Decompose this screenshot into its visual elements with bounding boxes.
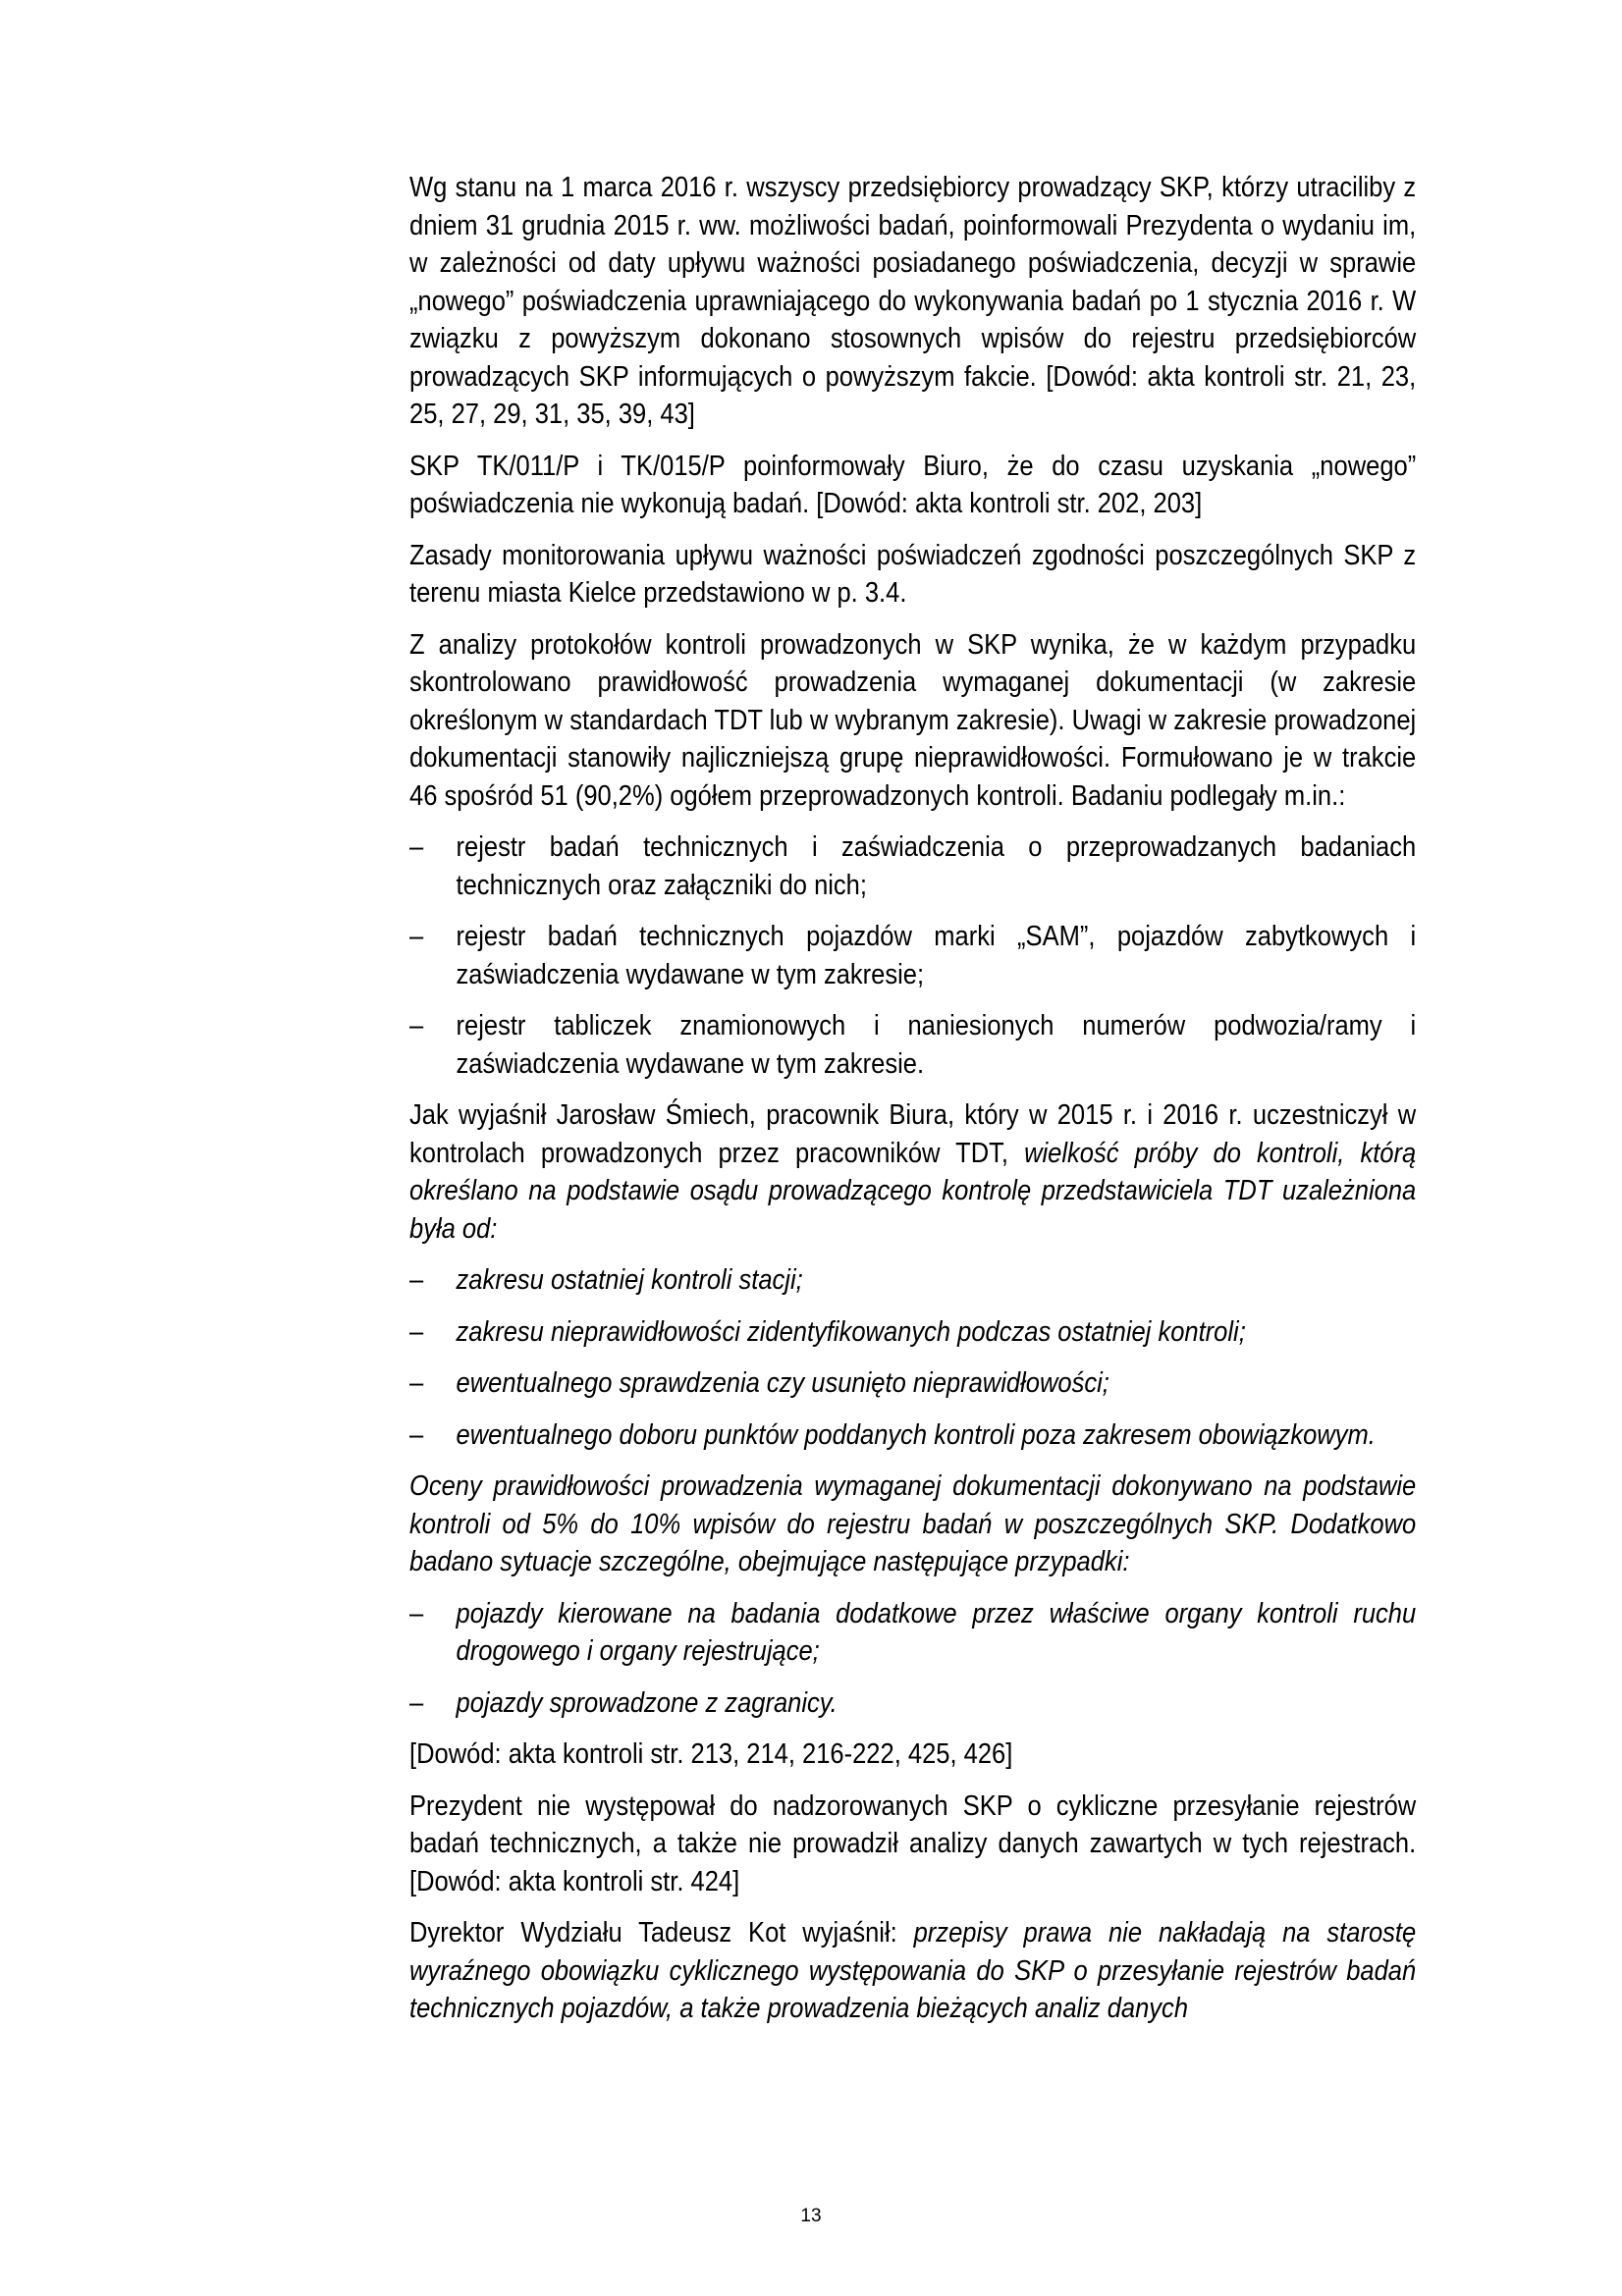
paragraph-3: Zasady monitorowania upływu ważności poświadczeń zgodności poszczególnych SKP z terenu miasta Kielce przedstawiono w p. 3.4.	[409, 539, 1417, 609]
page-number: 13	[800, 2206, 822, 2226]
paragraph-2: SKP TK/011/P i TK/015/P poinformowały Biuro, że do czasu uzyskania „nowego” poświadczenia nie wykonują badań. [Dowód: akta kontroli str. 202, 203]	[409, 450, 1417, 519]
list-sample-factors	[409, 1261, 1416, 1454]
dash-bullet: –	[409, 1597, 424, 1629]
dash-bullet: –	[409, 1315, 424, 1348]
paragraph-4: Z analizy protokołów kontroli prowadzonych w SKP wynika, że w każdym przypadku skontrolowano prawidłowość prowadzenia wymaganej dokumentacji (w zakresie określonym w standardach TDT lub w wybranym zakresie). Uwagi w zakresie prowadzonej dokumentacji stanowiły najliczniejszą grupę nieprawidłowości. Formułowano je w trakcie 46 spośród 51 (90,2%) ogółem przeprowadzonych kontroli. Badaniu podlegały m.in.:	[409, 628, 1417, 812]
document-page	[409, 169, 1416, 2042]
dash-bullet: –	[409, 921, 424, 952]
dash-bullet: –	[409, 1367, 424, 1399]
list-item: – rejestr tabliczek znamionowych i naniesionych numerów podwozia/ramy i zaświadczenia wydawane w tym zakresie.	[409, 1007, 1416, 1083]
paragraph-5: Jak wyjaśnił Jarosław Śmiech, pracownik Biura, który w 2015 r. i 2016 r. uczestniczył w kontrolach prowadzonych przez pracowników TDT, wielkość próby do kontroli, którą określano na podstawie osądu prowadzącego kontrolę przedstawiciela TDT uzależniona była od:	[409, 1099, 1417, 1245]
list-item: – zakresu nieprawidłowości zidentyfikowanych podczas ostatniej kontroli;	[409, 1313, 1416, 1352]
paragraph-1: Wg stanu na 1 marca 2016 r. wszyscy przedsiębiorcy prowadzący SKP, którzy utraciliby z dniem 31 grudnia 2015 r. ww. możliwości badań, poinformowali Prezydenta o wydaniu im, w zależności od daty upływu ważności posiadanego poświadczenia, decyzji w sprawie „nowego” poświadczenia uprawniającego do wykonywania badań po 1 stycznia 2016 r. W związku z powyższym dokonano stosownych wpisów do rejestru przedsiębiorców prowadzących SKP informujących o powyższym fakcie. [Dowód: akta kontroli str. 21, 23, 25, 27, 29, 31, 35, 39, 43]	[409, 172, 1417, 430]
list-item: – ewentualnego doboru punktów poddanych kontroli poza zakresem obowiązkowym.	[409, 1416, 1416, 1455]
paragraph-6: Oceny prawidłowości prowadzenia wymaganej dokumentacji dokonywano na podstawie kontroli od 5% do 10% wpisów do rejestru badań w poszczególnych SKP. Dodatkowo badano sytuacje szczególne, obejmujące następujące przypadki:	[409, 1470, 1417, 1577]
dash-bullet: –	[409, 1264, 424, 1296]
list-item: – pojazdy kierowane na badania dodatkowe przez właściwe organy kontroli ruchu drogowego i organy rejestrujące;	[409, 1595, 1416, 1671]
list-registers	[409, 828, 1416, 1083]
paragraph-8: Prezydent nie występował do nadzorowanych SKP o cykliczne przesyłanie rejestrów badań technicznych, a także nie prowadził analizy danych zawartych w tych rejestrach. [Dowód: akta kontroli str. 424]	[409, 1789, 1417, 1897]
list-item: – rejestr badań technicznych i zaświadczenia o przeprowadzanych badaniach technicznych oraz załączniki do nich;	[409, 828, 1416, 904]
dash-bullet: –	[409, 1686, 424, 1719]
paragraph-9: Dyrektor Wydziału Tadeusz Kot wyjaśnił: przepisy prawa nie nakładają na starostę wyraźnego obowiązku cyklicznego występowania do SKP o przesyłanie rejestrów badań technicznych pojazdów, a także prowadzenia bieżących analiz danych	[409, 1917, 1417, 2024]
list-item: – rejestr badań technicznych pojazdów marki „SAM”, pojazdów zabytkowych i zaświadczenia wydawane w tym zakresie;	[409, 918, 1416, 993]
paragraph-7: [Dowód: akta kontroli str. 213, 214, 216-222, 425, 426]	[409, 1738, 1013, 1770]
list-item: – zakresu ostatniej kontroli stacji;	[409, 1261, 1416, 1300]
dash-bullet: –	[409, 1010, 424, 1041]
dash-bullet: –	[409, 831, 424, 863]
dash-bullet: –	[409, 1418, 424, 1451]
list-special-cases	[409, 1595, 1416, 1723]
list-item: – pojazdy sprowadzone z zagranicy.	[409, 1684, 1416, 1723]
list-item: – ewentualnego sprawdzenia czy usunięto nieprawidłowości;	[409, 1364, 1416, 1403]
